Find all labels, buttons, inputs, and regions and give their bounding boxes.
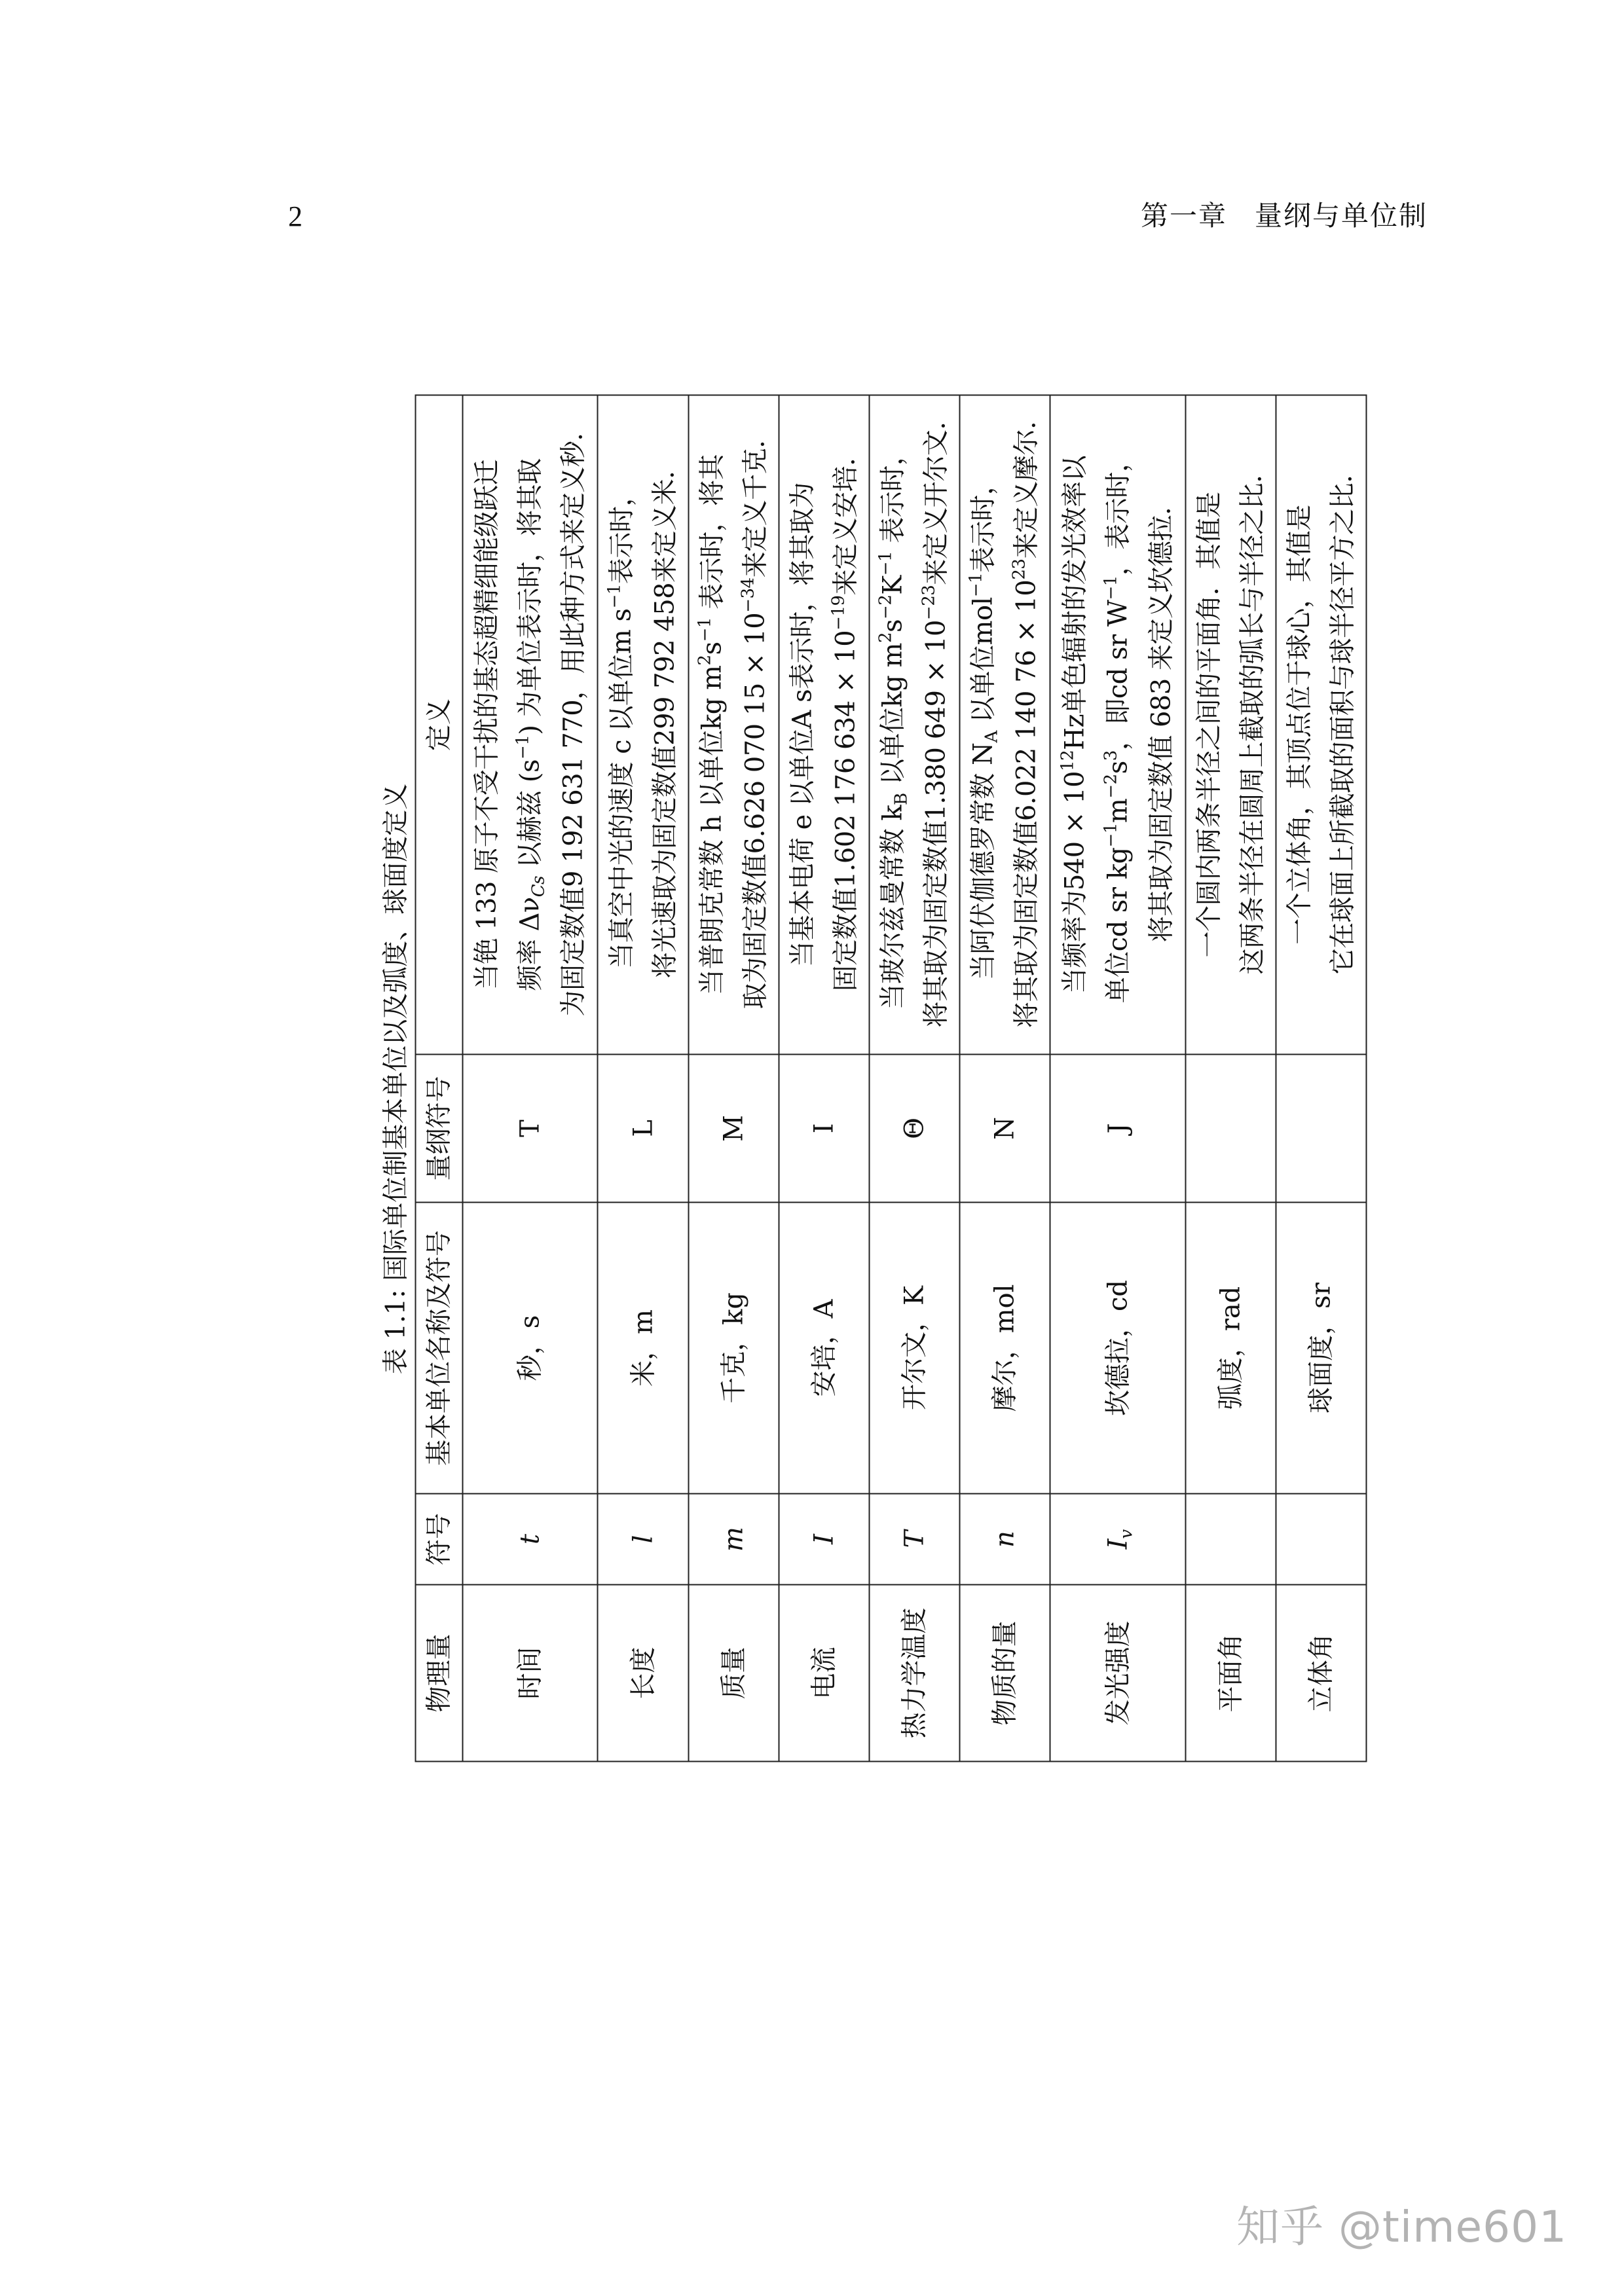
definition-line: 当真空中光的速度 c 以单位m $s^{-1}$表示时， bbox=[604, 480, 637, 969]
definition-cell bbox=[1276, 395, 1366, 1054]
unit-cell: 千克，kg bbox=[688, 1202, 779, 1493]
symbol-cell: m bbox=[688, 1493, 779, 1584]
page-number: 2 bbox=[288, 200, 303, 232]
quantity-cell: 时间 bbox=[462, 1584, 597, 1761]
dimension-cell: N bbox=[959, 1054, 1050, 1202]
quantity-cell: 平面角 bbox=[1185, 1584, 1276, 1761]
si-units-table bbox=[415, 394, 1367, 1762]
dimension-cell: T bbox=[462, 1054, 597, 1202]
symbol-cell bbox=[1185, 1493, 1276, 1584]
unit-cell: 开尔文，K bbox=[869, 1202, 959, 1493]
chapter-label: 第一章 bbox=[1140, 200, 1227, 232]
quantity-cell: 立体角 bbox=[1276, 1584, 1366, 1761]
unit-cell: 坎德拉，cd bbox=[1050, 1202, 1185, 1493]
definition-line: 将其取为固定数值 683 来定义坎德拉. bbox=[1145, 507, 1176, 942]
symbol-cell: l bbox=[597, 1493, 688, 1584]
dimension-cell: L bbox=[597, 1054, 688, 1202]
definition-cell bbox=[959, 395, 1050, 1054]
quantity-cell: 质量 bbox=[688, 1584, 779, 1761]
column-header-unit: 基本单位名称及符号 bbox=[415, 1202, 462, 1493]
unit-cell: 摩尔，mol bbox=[959, 1202, 1050, 1493]
definition-line: 单位cd sr $kg^{-1}m^{-2}s^3$，即cd sr $W^{-1}$，表示时， bbox=[1100, 446, 1133, 1003]
definition-line: 当普朗克常数 h 以单位kg $m^2s^{-1}$ 表示时，将其 bbox=[695, 454, 727, 995]
column-header-quantity: 物理量 bbox=[415, 1584, 462, 1761]
definition-line: 固定数值1.602 176 $634 \times 10^{-19}$来定义安培. bbox=[828, 458, 860, 991]
definition-line: 当玻尔兹曼常数 $k_B$ 以单位kg $m^2s^{-2}K^{-1}$ 表示时， bbox=[876, 439, 911, 1010]
definition-line: 它在球面上所截取的面积与球半径平方之比. bbox=[1327, 475, 1357, 974]
definition-line: 将光速取为固定数值299 792 458来定义米. bbox=[649, 471, 680, 978]
definition-cell bbox=[1185, 395, 1276, 1054]
definition-cell bbox=[1050, 395, 1185, 1054]
definition-line: 将其取为固定数值1.380 $649 \times 10^{-23}$来定义开尔文. bbox=[919, 422, 951, 1028]
symbol-cell: n bbox=[959, 1493, 1050, 1584]
definition-line: 将其取为固定数值6.022 140 $76 \times 10^{23}$来定义摩尔. bbox=[1009, 421, 1041, 1028]
unit-cell: 米，m bbox=[597, 1202, 688, 1493]
quantity-cell: 电流 bbox=[779, 1584, 869, 1761]
definition-line: 为固定数值9 192 631 770，用此种方式来定义秒. bbox=[558, 433, 588, 1016]
table-row bbox=[597, 395, 688, 1761]
unit-cell: 安培，A bbox=[779, 1202, 869, 1493]
table-row bbox=[688, 395, 779, 1761]
column-header-dimension: 量纲符号 bbox=[415, 1054, 462, 1202]
column-header-symbol: 符号 bbox=[415, 1493, 462, 1584]
unit-cell: 球面度，sr bbox=[1276, 1202, 1366, 1493]
symbol-cell bbox=[1276, 1493, 1366, 1584]
definition-line: 当基本电荷 e 以单位A s表示时，将其取为 bbox=[787, 482, 817, 967]
chapter-title: 量纲与单位制 bbox=[1254, 200, 1428, 232]
definition-line: 一个立体角，其顶点位于球心，其值是 bbox=[1284, 504, 1314, 945]
definition-line: 当铯 133 原子不受干扰的基态超精细能级跃迁 bbox=[471, 459, 502, 990]
rotated-table-block bbox=[377, 395, 1364, 1762]
watermark-brand: 知乎 bbox=[1236, 2202, 1324, 2252]
dimension-cell: Θ bbox=[869, 1054, 959, 1202]
dimension-cell: M bbox=[688, 1054, 779, 1202]
symbol-cell: I bbox=[779, 1493, 869, 1584]
watermark bbox=[1236, 2202, 1567, 2252]
definition-line: 一个圆内两条半径之间的平面角．其值是 bbox=[1194, 492, 1224, 957]
dimension-cell bbox=[1185, 1054, 1276, 1202]
table-row bbox=[869, 395, 959, 1761]
table-row bbox=[1276, 395, 1366, 1761]
quantity-cell: 物质的量 bbox=[959, 1584, 1050, 1761]
column-header-definition: 定义 bbox=[415, 395, 462, 1054]
definition-cell bbox=[597, 395, 688, 1054]
definition-line: 当阿伏伽德罗常数 $N_A$ 以单位mol$^{-1}$表示时， bbox=[966, 469, 1001, 980]
table-caption: 表 1.1: 国际单位制基本单位以及弧度、球面度定义 bbox=[380, 783, 411, 1374]
dimension-cell bbox=[1276, 1054, 1366, 1202]
quantity-cell: 发光强度 bbox=[1050, 1584, 1185, 1761]
definition-line: 这两条半径在圆周上截取的弧长与半径之比. bbox=[1237, 475, 1267, 974]
definition-cell bbox=[688, 395, 779, 1054]
quantity-cell: 长度 bbox=[597, 1584, 688, 1761]
definition-line: 取为固定数值6.626 070 $15 \times 10^{-34}$来定义千克. bbox=[738, 440, 770, 1009]
table-row bbox=[462, 395, 597, 1761]
symbol-cell: t bbox=[462, 1493, 597, 1584]
symbol-cell: $I_v$ bbox=[1050, 1493, 1185, 1584]
table-header-row bbox=[415, 395, 462, 1761]
definition-line: 频率 $\Delta\nu_{Cs}$ 以赫兹 $(s^{-1})$ 为单位表示时，将其取 bbox=[513, 458, 548, 991]
running-header bbox=[1141, 199, 1428, 233]
table-row bbox=[779, 395, 869, 1761]
table-row bbox=[959, 395, 1050, 1761]
watermark-handle: @time601 bbox=[1338, 2202, 1568, 2252]
table-row bbox=[1185, 395, 1276, 1761]
quantity-cell: 热力学温度 bbox=[869, 1584, 959, 1761]
symbol-cell: T bbox=[869, 1493, 959, 1584]
definition-cell bbox=[462, 395, 597, 1054]
unit-cell: 弧度，rad bbox=[1185, 1202, 1276, 1493]
table-row bbox=[1050, 395, 1185, 1761]
dimension-cell: J bbox=[1050, 1054, 1185, 1202]
dimension-cell: I bbox=[779, 1054, 869, 1202]
definition-cell bbox=[779, 395, 869, 1054]
definition-cell bbox=[869, 395, 959, 1054]
definition-line: 当频率为$540 \times 10^{12}Hz$单色辐射的发光效率以 bbox=[1057, 455, 1090, 994]
unit-cell: 秒，s bbox=[462, 1202, 597, 1493]
